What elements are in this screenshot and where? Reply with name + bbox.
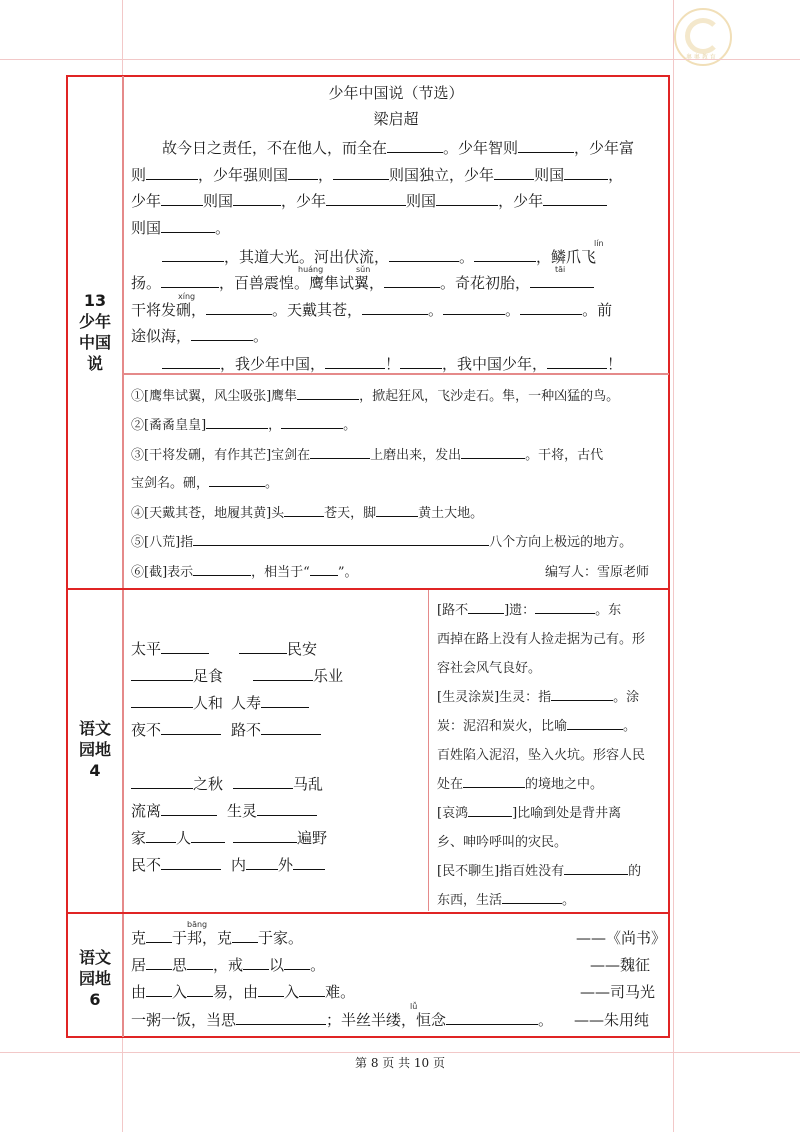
quote-4-source: ——朱用纯 [574, 1011, 650, 1029]
quote-3-source: ——司马光 [580, 983, 656, 1001]
quote-3: 由 入 易，由 入 难。 [131, 983, 356, 1001]
section-divider-1 [67, 588, 669, 590]
seal-text: 奥 奥 教 育 [686, 54, 716, 61]
pinyin-tai: tāi [555, 265, 566, 274]
p2-line1: ，其道大光。河出伏流， 。 ，鳞爪飞 [162, 246, 596, 267]
poem-author: 梁启超 [373, 110, 419, 128]
p1-line1: 故今日之责任，不在他人，而全在 。少年智则 ，少年富 [162, 139, 635, 157]
quote-2: 居 思 ，戒 以 。 [131, 956, 326, 974]
guide-right [673, 0, 674, 1132]
idiom-row-8: 民不 内 外 [131, 854, 325, 875]
pinyin-lv: lǚ [410, 1002, 418, 1011]
p2-line3: 干将发硎， 。天戴其苍， 。 。 。前 [131, 301, 613, 319]
idiom-row-6: 流离 生灵 [131, 800, 317, 821]
section-label-lesson13: 13 少年 中国 说 [78, 291, 111, 373]
explain-6: 百姓陷入泥沼，坠入火坑。形容人民 [437, 748, 646, 763]
explain-3: 容社会风气良好。 [437, 661, 542, 676]
pinyin-bang: bāng [187, 920, 208, 929]
p1-line4: 则国 。 [131, 219, 231, 237]
note-1: ①[鹰隼试翼，风尘吸张]鹰隼 ，掀起狂风，飞沙走石。隼，一种凶猛的鸟。 [131, 389, 620, 404]
quote-2-source: ——魏征 [590, 956, 651, 974]
section-label-garden4: 语文 园地 4 [78, 719, 111, 780]
note-4: ④[天戴其苍，地履其黄]头 苍天，脚 黄土大地。 [131, 506, 484, 521]
p1-line2: 则 ，少年强则国 ， 则国独立，少年 则国 ， [131, 166, 624, 184]
explain-11: 东西，生活 。 [437, 893, 576, 908]
quote-1: 克 于邦，克 于家。 [131, 929, 304, 947]
note-3b: 宝剑名。硎， 。 [131, 476, 279, 491]
explain-1: [路不 ]遗： 。东 [437, 603, 622, 618]
editor-credit: 编写人：雪原老师 [545, 565, 650, 580]
idiom-row-3: 人和 人寿 [131, 692, 309, 713]
page-footer: 第 8 页 共 10 页 [355, 1056, 445, 1070]
label-column-divider [122, 76, 124, 1037]
note-6: ⑥[截]表示 ，相当于“ ”。 [131, 565, 358, 580]
idiom-row-7: 家 人 遍野 [131, 829, 328, 847]
guide-bottom [0, 1052, 800, 1053]
seal-swirl [685, 18, 721, 54]
note-3a: ③[干将发硎，有作其芒]宝剑在 上磨出来，发出 。干将，古代 [131, 448, 604, 463]
explain-10: [民不聊生]指百姓没有 的 [437, 864, 642, 879]
idiom-divider [428, 590, 429, 911]
idiom-row-5: 之秋 马乱 [131, 773, 323, 794]
note-5: ⑤[八荒]指 八个方向上极远的地方。 [131, 535, 633, 550]
section-label-garden6: 语文 园地 6 [78, 948, 111, 1009]
explain-7: 处在 的境地之中。 [437, 777, 604, 792]
p2-line4: 途似海， 。 [131, 327, 269, 345]
idiom-row-1: 太平 民安 [131, 640, 318, 658]
poem-title: 少年中国说（节选） [328, 84, 464, 102]
section-divider-2 [67, 912, 669, 914]
idiom-row-2: 足食 乐业 [131, 665, 343, 686]
p1-line3: 少年 则国 ，少年 则国 ，少年 [131, 190, 607, 211]
explain-8: [哀鸿 ]比喻到处是背井离 [437, 806, 622, 821]
explain-9: 乡、呻吟呼叫的灾民。 [437, 835, 568, 850]
seal-logo-icon [674, 8, 732, 66]
quote-4: 一粥一饭，当思 ；半丝半缕，恒念 。 [131, 1011, 554, 1029]
pinyin-sun: sǔn [356, 265, 371, 274]
explain-4: [生灵涂炭]生灵：指 。涂 [437, 690, 640, 705]
p3-line1: ，我少年中国， ！ ，我中国少年， ！ [162, 353, 622, 374]
pinyin-huang: huáng [298, 265, 324, 274]
p2-line2: 扬。 ，百兽震惶。鹰隼试翼， 。奇花初胎， [131, 272, 594, 293]
explain-5: 炭：泥沼和炭火，比喻 。 [437, 719, 637, 734]
note-2: ②[矞矞皇皇] ， 。 [131, 418, 357, 433]
idiom-row-4: 夜不 路不 [131, 719, 321, 740]
explain-2: 西掉在路上没有人捡走据为己有。形 [437, 632, 646, 647]
pinyin-xing: xíng [178, 292, 196, 301]
pinyin-lin: lín [594, 239, 604, 248]
quote-1-source: ——《尚书》 [576, 929, 667, 947]
guide-top [0, 59, 800, 60]
